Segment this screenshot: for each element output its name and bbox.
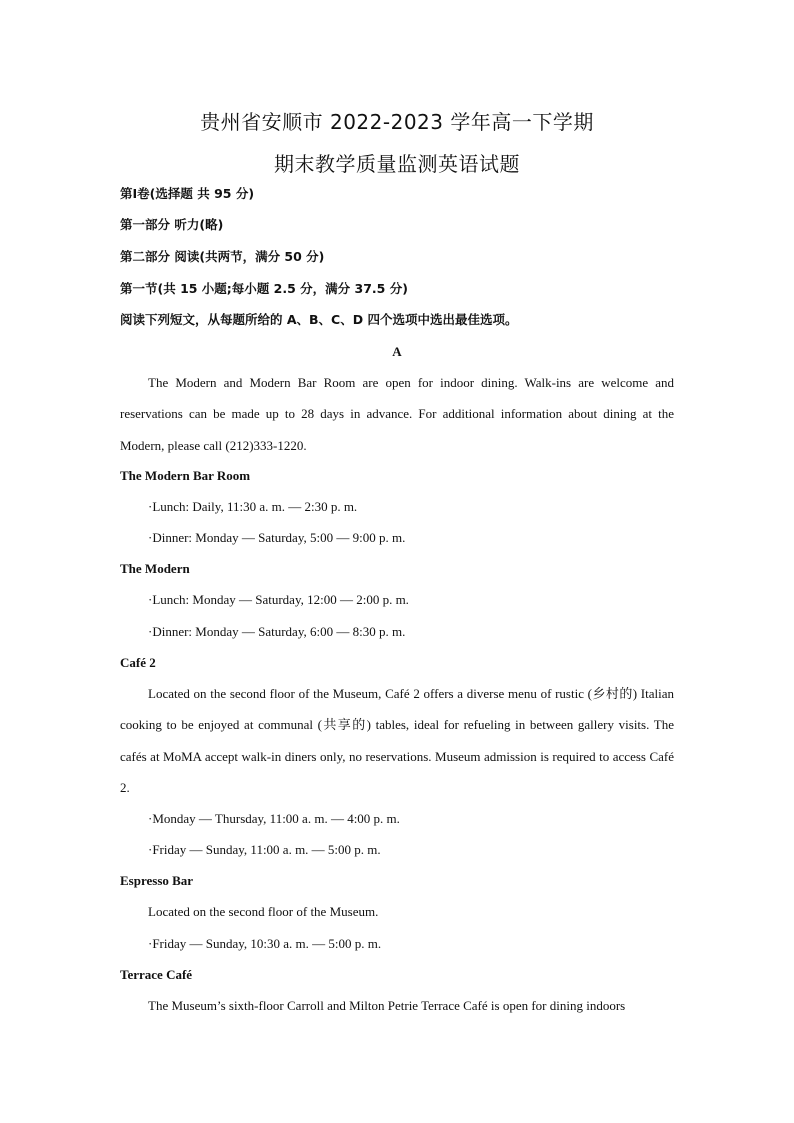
cafe2-hours-weekday: ·Monday — Thursday, 11:00 a. m. — 4:00 p. m. <box>148 811 400 826</box>
part2-heading: 第二部分 阅读(共两节，满分 50 分) <box>120 249 325 264</box>
modern-dinner: ·Dinner: Monday — Saturday, 6:00 — 8:30 p. m. <box>148 624 406 639</box>
part1-heading: 第一部分 听力(略) <box>120 217 224 232</box>
modern-lunch: ·Lunch: Monday — Saturday, 12:00 — 2:00 p. m. <box>148 592 409 607</box>
modern-heading: The Modern <box>120 561 190 576</box>
cafe2-hours-weekend: ·Friday — Sunday, 11:00 a. m. — 5:00 p. m. <box>148 842 381 857</box>
intro-paragraph: The Modern and Modern Bar Room are open for indoor dining. Walk-ins are welcome and reservations can be made up to 28 days in advance. For additional information about dining at the Modern, please call (212)333-1220. <box>120 375 674 453</box>
section1-heading: 第一节(共 15 小题;每小题 2.5 分，满分 37.5 分) <box>120 281 408 296</box>
bar-room-heading: The Modern Bar Room <box>120 468 251 483</box>
directions-text: 阅读下列短文，从每题所给的 A、B、C、D 四个选项中选出最佳选项。 <box>120 312 518 327</box>
espresso-description: Located on the second floor of the Museum. <box>148 904 379 919</box>
terrace-description: The Museum’s sixth-floor Carroll and Milton Petrie Terrace Café is open for dining indoors <box>148 998 626 1013</box>
bar-room-dinner: ·Dinner: Monday — Saturday, 5:00 — 9:00 p. m. <box>148 530 406 545</box>
passage-label: A <box>392 344 402 359</box>
cafe2-paragraph: Located on the second floor of the Museum, Café 2 offers a diverse menu of rustic (乡村的) Italian cooking to be enjoyed at communal (共享的) tables, ideal for refueling in between gallery visits. The cafés at MoMA accept walk-in diners only, no reservations. Museum admission is required to access Café 2. <box>120 686 674 795</box>
terrace-heading: Terrace Café <box>120 967 193 982</box>
espresso-heading: Espresso Bar <box>120 873 194 888</box>
cafe2-heading: Café 2 <box>120 655 156 670</box>
bar-room-lunch: ·Lunch: Daily, 11:30 a. m. — 2:30 p. m. <box>148 499 358 514</box>
espresso-hours: ·Friday — Sunday, 10:30 a. m. — 5:00 p. m. <box>148 936 382 951</box>
volume-heading: 第Ⅰ卷(选择题 共 95 分) <box>120 186 255 201</box>
document-title-line2: 期末教学质量监测英语试题 <box>274 152 520 176</box>
document-title-line1: 贵州省安顺市 2022-2023 学年高一下学期 <box>200 110 594 134</box>
